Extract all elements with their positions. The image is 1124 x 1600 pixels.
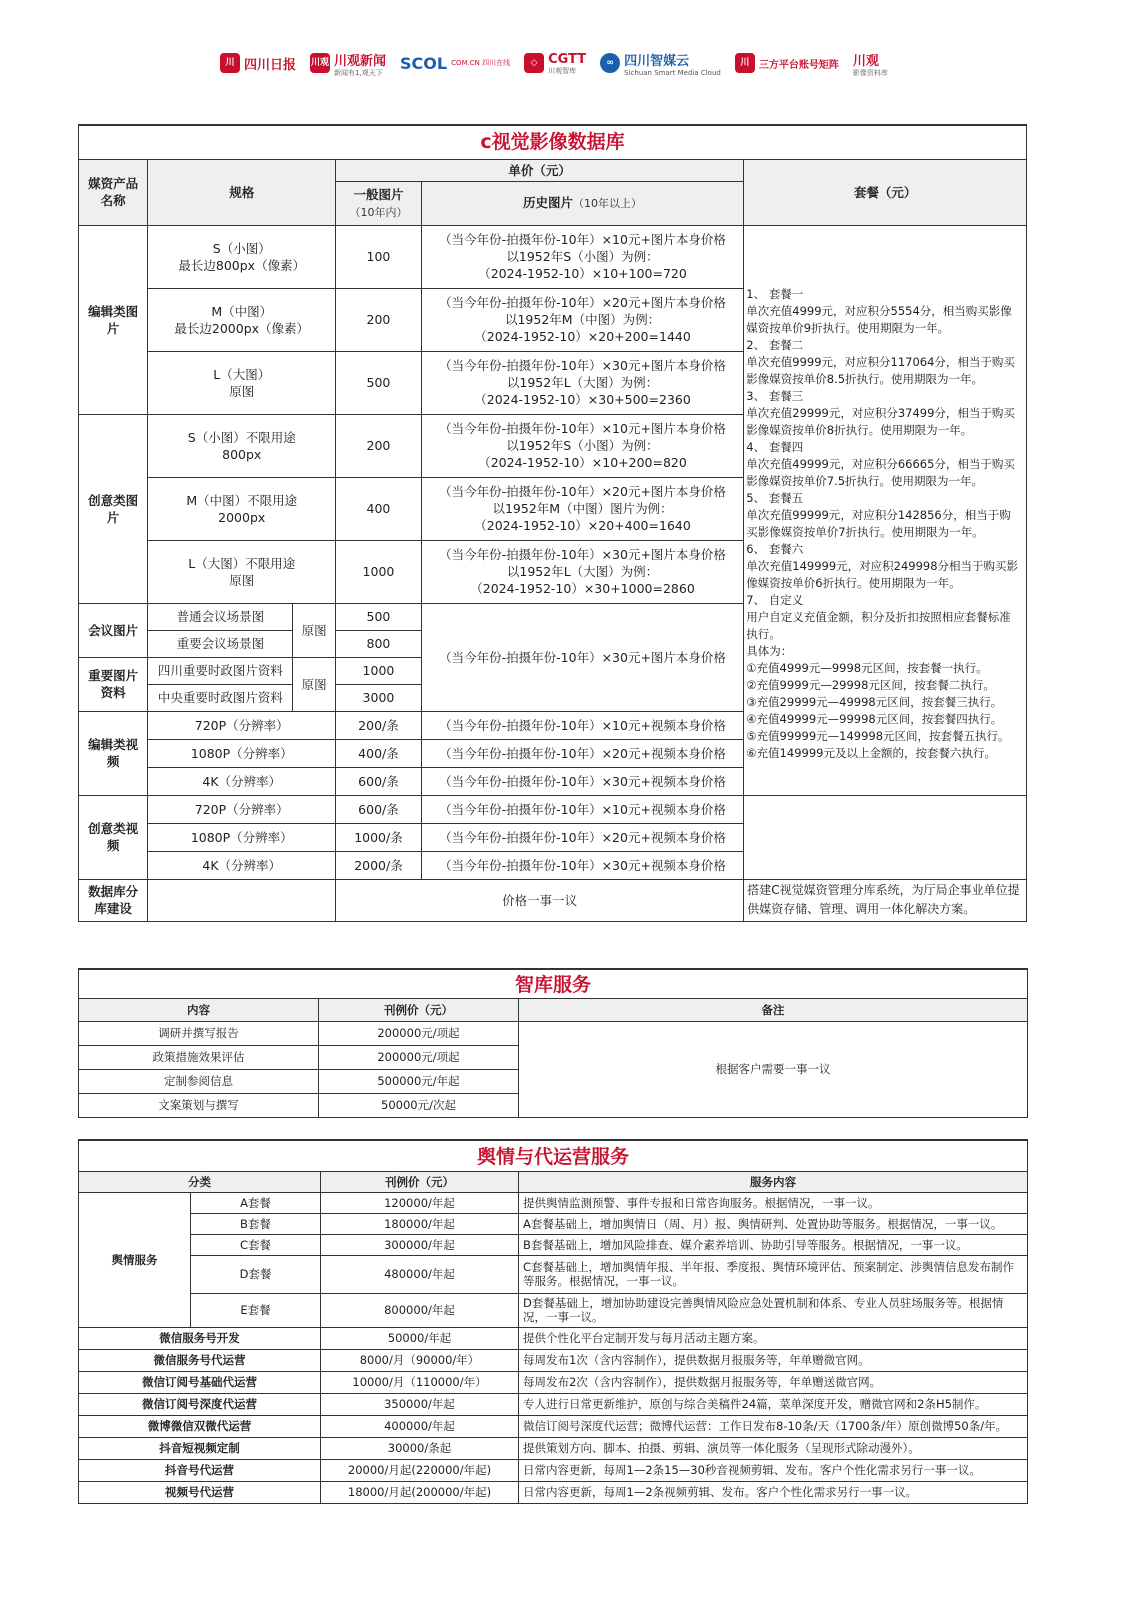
package-line: 单次充值9999元，对应积分117064分，相当于购买: [746, 354, 1015, 369]
package-list: [744, 225, 1027, 795]
think-content: 文案策划与撰写: [79, 1093, 319, 1117]
ops-price: 20000/月起(220000/年起): [321, 1459, 519, 1481]
meeting-label: 会议图片: [79, 603, 148, 657]
yq-price: 180000/年起: [321, 1213, 519, 1234]
hist-cell-merged: （当今年份-拍摄年份-10年）×30元+图片本身价格: [421, 603, 743, 711]
hist-cell: （当今年份-拍摄年份-10年）×20元+图片本身价格 以1952年M（中图）图片为例： （2024-1952-10）×20+400=1640: [421, 477, 743, 540]
package-line: ⑤充值99999元—149998元区间，按套餐五执行。: [746, 728, 1010, 743]
creative-video-label: 创意类视频: [79, 795, 148, 879]
think-price: 500000元/年起: [319, 1069, 519, 1093]
price-cell: 400/条: [336, 739, 422, 767]
ops-table: [78, 1139, 1028, 1504]
hist-cell: （当今年份-拍摄年份-10年）×20元+视频本身价格: [421, 823, 743, 851]
ops-name: 微信订阅号深度代运营: [79, 1393, 321, 1415]
yq-name: B套餐: [191, 1213, 321, 1234]
spec-cell: 720P（分辨率）: [148, 795, 336, 823]
think-price: 200000元/项起: [319, 1021, 519, 1045]
db-spec-empty: [148, 879, 336, 921]
logo-chuanguan-image: 川观 影像资料库: [852, 53, 888, 77]
package-empty: [744, 795, 1027, 879]
package-line: ③充值29999元—49998元区间，按套餐三执行。: [746, 694, 1003, 709]
spec-cell: M（中图）不限用途 2000px: [148, 477, 336, 540]
price-cell: 2000/条: [336, 851, 422, 879]
edit-pic-label: 编辑类图片: [79, 225, 148, 414]
yq-desc: 提供舆情监测预警、事件专报和日常咨询服务。根据情况，一事一议。: [519, 1192, 1028, 1213]
price-cell: 500: [336, 351, 422, 414]
yq-name: D套餐: [191, 1255, 321, 1293]
ops-price: 30000/条起: [321, 1437, 519, 1459]
package-line: ④充值49999元—99998元区间，按套餐四执行。: [746, 711, 1003, 726]
price-cell: 600/条: [336, 767, 422, 795]
hist-cell: （当今年份-拍摄年份-10年）×10元+视频本身价格: [421, 795, 743, 823]
logo-sichuan-daily: 川 四川日报: [220, 53, 296, 73]
package-line: 2、 套餐二: [746, 337, 804, 352]
package-line: 像媒资按单价6折执行。使用期限为一年。: [746, 575, 961, 590]
think-price: 50000元/次起: [319, 1093, 519, 1117]
package-line: ⑥充值149999元及以上金额的，按套餐六执行。: [746, 745, 996, 760]
package-line: 3、 套餐三: [746, 388, 804, 403]
ops-name: 微信订阅号基础代运营: [79, 1371, 321, 1393]
package-line: 用户自定义充值金额，积分及折扣按照相应套餐标准: [746, 609, 1011, 624]
ops-price: 400000/年起: [321, 1415, 519, 1437]
price-cell: 200/条: [336, 711, 422, 739]
package-line: 单次充值29999元，对应积分37499分，相当于购买: [746, 405, 1015, 420]
think-content: 调研并撰写报告: [79, 1021, 319, 1045]
spec-cell: M（中图） 最长边2000px（像素）: [148, 288, 336, 351]
package-line: ①充值4999元—9998元区间，按套餐一执行。: [746, 660, 988, 675]
header-package: 套餐（元）: [744, 159, 1027, 225]
package-line: 单次充值149999元，对应积249998分相当于购买影: [746, 558, 1019, 573]
package-line: 4、 套餐四: [746, 439, 804, 454]
ops-name: 微博微信双微代运营: [79, 1415, 321, 1437]
package-line: 执行。: [746, 626, 781, 641]
chuanguan-icon: 川观: [310, 53, 330, 73]
logo-smart-media-cloud: ∞ 四川智媒云 Sichuan Smart Media Cloud: [600, 50, 721, 77]
yq-desc: D套餐基础上，增加协助建设完善舆情风险应急处置机制和体系、专业人员驻场服务等。根据情况，一事一议。: [519, 1293, 1028, 1327]
spec-cell: 中央重要时政图片资料: [148, 684, 293, 711]
important-label: 重要图片资料: [79, 657, 148, 711]
header-product: 媒资产品名称: [79, 159, 148, 225]
ops-header-service: 服务内容: [519, 1171, 1028, 1192]
spec-cell: 1080P（分辨率）: [148, 823, 336, 851]
package-line: 具体为：: [746, 643, 793, 658]
orig-cell: 原图: [293, 603, 336, 657]
think-price: 200000元/项起: [319, 1045, 519, 1069]
logo-scol: SCOL COM.CN 四川在线: [400, 53, 511, 73]
package-line: 影像媒资按单价8.5折执行。使用期限为一年。: [746, 371, 984, 386]
edit-video-label: 编辑类视频: [79, 711, 148, 795]
cvisual-title: c视觉影像数据库: [79, 125, 1027, 159]
hist-cell: （当今年份-拍摄年份-10年）×30元+图片本身价格 以1952年L（大图）为例： （2024-1952-10）×30+500=2360: [421, 351, 743, 414]
hist-cell: （当今年份-拍摄年份-10年）×10元+图片本身价格 以1952年S（小图）为例： （2024-1952-10）×10+100=720: [421, 225, 743, 288]
spec-cell: 4K（分辨率）: [148, 767, 336, 795]
db-price: 价格一事一议: [336, 879, 744, 921]
cvisual-price-table: [78, 124, 1027, 922]
hist-cell: （当今年份-拍摄年份-10年）×10元+视频本身价格: [421, 711, 743, 739]
package-line: 买影像媒资按单价7折执行。使用期限为一年。: [746, 524, 984, 539]
think-tank-table: [78, 968, 1028, 1118]
ops-desc: 微信订阅号深度代运营；微博代运营：工作日发布8-10条/天（1700条/年）原创微博50条/年。: [519, 1415, 1028, 1437]
ops-header-price: 刊例价（元）: [321, 1171, 519, 1192]
cloud-icon: ∞: [600, 53, 620, 73]
spec-cell: L（大图）不限用途 原图: [148, 540, 336, 603]
ops-name: 微信服务号开发: [79, 1327, 321, 1349]
package-line: 单次充值99999元，对应积分142856分，相当于购: [746, 507, 1011, 522]
ops-name: 抖音短视频定制: [79, 1437, 321, 1459]
spec-cell: 1080P（分辨率）: [148, 739, 336, 767]
hist-cell: （当今年份-拍摄年份-10年）×10元+图片本身价格 以1952年S（小图）为例： （2024-1952-10）×10+200=820: [421, 414, 743, 477]
hist-cell: （当今年份-拍摄年份-10年）×30元+视频本身价格: [421, 767, 743, 795]
header-spec: 规格: [148, 159, 336, 225]
spec-cell: S（小图）不限用途 800px: [148, 414, 336, 477]
ops-name: 抖音号代运营: [79, 1459, 321, 1481]
cgtt-icon: ◇: [524, 53, 544, 73]
spec-cell: L（大图） 原图: [148, 351, 336, 414]
think-header-content: 内容: [79, 998, 319, 1021]
ops-desc: 每周发布2次（含内容制作），提供数据月报服务等，年单赠送微官网。: [519, 1371, 1028, 1393]
spec-cell: 四川重要时政图片资料: [148, 657, 293, 684]
ops-price: 18000/月起(200000/年起): [321, 1481, 519, 1503]
spec-cell: S（小图） 最长边800px（像素）: [148, 225, 336, 288]
package-line: 单次充值49999元，对应积分66665分，相当于购买: [746, 456, 1015, 471]
ops-title: 舆情与代运营服务: [79, 1140, 1028, 1171]
spec-cell: 重要会议场景图: [148, 630, 293, 657]
price-cell: 200: [336, 288, 422, 351]
price-cell: 500: [336, 603, 422, 630]
hist-cell: （当今年份-拍摄年份-10年）×20元+图片本身价格 以1952年M（中图）为例： （2024-1952-10）×20+200=1440: [421, 288, 743, 351]
logo-chuanguan-news: 川观 川观新闻 新闻有1,观天下: [311, 53, 387, 77]
price-cell: 1000: [336, 657, 422, 684]
logo-bar: [220, 48, 900, 78]
price-cell: 3000: [336, 684, 422, 711]
price-cell: 200: [336, 414, 422, 477]
ops-desc: 专人进行日常更新维护，原创与综合美稿件24篇，菜单深度开发，赠微官网和2条H5制作。: [519, 1393, 1028, 1415]
package-line: 单次充值4999元，对应积分5554分，相当购买影像: [746, 303, 1012, 318]
ops-header-cat: 分类: [79, 1171, 321, 1192]
logo-platform-matrix: 川 三方平台账号矩阵: [735, 53, 839, 73]
ops-price: 8000/月（90000/年）: [321, 1349, 519, 1371]
package-line: ②充值9999元—29998元区间，按套餐二执行。: [746, 677, 995, 692]
ops-price: 50000/年起: [321, 1327, 519, 1349]
yq-label: 舆情服务: [79, 1192, 191, 1327]
sichuan-daily-icon: 川: [220, 53, 240, 73]
creative-pic-label: 创意类图片: [79, 414, 148, 603]
yq-name: E套餐: [191, 1293, 321, 1327]
yq-price: 480000/年起: [321, 1255, 519, 1293]
matrix-icon: 川: [735, 53, 755, 73]
price-cell: 800: [336, 630, 422, 657]
package-line: 6、 套餐六: [746, 541, 804, 556]
header-unit-price: 单价（元）: [336, 159, 744, 181]
spec-cell: 4K（分辨率）: [148, 851, 336, 879]
ops-price: 350000/年起: [321, 1393, 519, 1415]
think-remark: 根据客户需要一事一议: [519, 1021, 1028, 1117]
spec-cell: 普通会议场景图: [148, 603, 293, 630]
package-line: 媒资按单价9折执行。使用期限为一年。: [746, 320, 950, 335]
yq-price: 800000/年起: [321, 1293, 519, 1327]
package-line: 5、 套餐五: [746, 490, 804, 505]
ops-desc: 每周发布1次（含内容制作），提供数据月报服务等，年单赠微官网。: [519, 1349, 1028, 1371]
price-cell: 1000/条: [336, 823, 422, 851]
db-desc: 搭建C视觉媒资管理分库系统，为厅局企事业单位提供媒资存储、管理、调用一体化解决方案。: [744, 879, 1027, 921]
think-header-remark: 备注: [519, 998, 1028, 1021]
ops-desc: 日常内容更新，每周1—2条15—30秒音视频剪辑、发布。客户个性化需求另行一事一议。: [519, 1459, 1028, 1481]
spec-cell: 720P（分辨率）: [148, 711, 336, 739]
think-content: 定制参阅信息: [79, 1069, 319, 1093]
price-cell: 100: [336, 225, 422, 288]
yq-name: A套餐: [191, 1192, 321, 1213]
yq-desc: B套餐基础上，增加风险排查、媒介素养培训、协助引导等服务。根据情况，一事一议。: [519, 1234, 1028, 1255]
ops-desc: 提供个性化平台定制开发与每月活动主题方案。: [519, 1327, 1028, 1349]
hist-cell: （当今年份-拍摄年份-10年）×30元+图片本身价格 以1952年L（大图）为例： （2024-1952-10）×30+1000=2860: [421, 540, 743, 603]
think-header-price: 刊例价（元）: [319, 998, 519, 1021]
ops-name: 微信服务号代运营: [79, 1349, 321, 1371]
ops-desc: 提供策划方向、脚本、拍摄、剪辑、演员等一体化服务（呈现形式除动漫外）。: [519, 1437, 1028, 1459]
yq-price: 120000/年起: [321, 1192, 519, 1213]
think-content: 政策措施效果评估: [79, 1045, 319, 1069]
yq-price: 300000/年起: [321, 1234, 519, 1255]
think-title: 智库服务: [79, 969, 1028, 998]
ops-price: 10000/月（110000/年）: [321, 1371, 519, 1393]
package-line: 影像媒资按单价8折执行。使用期限为一年。: [746, 422, 973, 437]
package-line: 7、 自定义: [746, 592, 804, 607]
header-historic: 历史图片（10年以上）: [421, 181, 743, 225]
price-cell: 1000: [336, 540, 422, 603]
logo-cgtt: ◇ CGTT 川观智库: [524, 52, 586, 75]
hist-cell: （当今年份-拍摄年份-10年）×20元+视频本身价格: [421, 739, 743, 767]
package-line: 影像媒资按单价7.5折执行。使用期限为一年。: [746, 473, 984, 488]
yq-name: C套餐: [191, 1234, 321, 1255]
price-cell: 600/条: [336, 795, 422, 823]
price-cell: 400: [336, 477, 422, 540]
package-line: 1、 套餐一: [746, 286, 804, 301]
hist-cell: （当今年份-拍摄年份-10年）×30元+视频本身价格: [421, 851, 743, 879]
yq-desc: A套餐基础上，增加舆情日（周、月）报、舆情研判、处置协助等服务。根据情况，一事一议。: [519, 1213, 1028, 1234]
orig-cell: 原图: [293, 657, 336, 711]
header-general: 一般图片 （10年内）: [336, 181, 422, 225]
yq-desc: C套餐基础上，增加舆情年报、半年报、季度报、舆情环境评估、预案制定、涉舆情信息发布制作等服务。根据情况，一事一议。: [519, 1255, 1028, 1293]
ops-name: 视频号代运营: [79, 1481, 321, 1503]
ops-desc: 日常内容更新，每周1—2条视频剪辑、发布。客户个性化需求另行一事一议。: [519, 1481, 1028, 1503]
db-label: 数据库分库建设: [79, 879, 148, 921]
